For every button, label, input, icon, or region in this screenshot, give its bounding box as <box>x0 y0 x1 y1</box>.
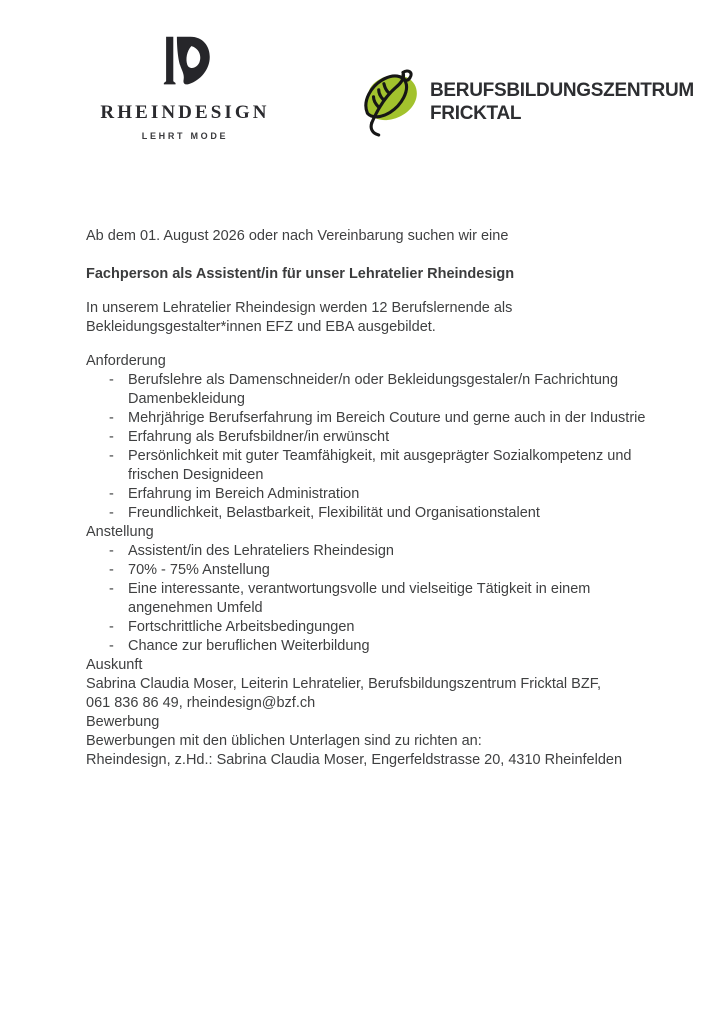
section-anforderung <box>86 352 666 523</box>
bzf-wordmark-line1: BERUFSBILDUNGSZENTRUM <box>430 80 694 101</box>
bewerbung-line-1: Bewerbungen mit den üblichen Unterlagen sind zu richten an: <box>86 733 482 749</box>
bullet-dash: - <box>109 448 114 464</box>
section-auskunft <box>86 656 666 713</box>
anstellung-list <box>86 542 666 656</box>
bzf-leaf-icon <box>357 64 423 140</box>
description <box>86 299 666 337</box>
intro-line: Ab dem 01. August 2026 oder nach Vereinbarung suchen wir eine <box>86 228 509 244</box>
bullet-dash: - <box>109 486 114 502</box>
list-item <box>86 618 666 637</box>
list-item-text: Chance zur beruflichen Weiterbildung <box>128 638 370 654</box>
rheindesign-logo <box>85 34 285 141</box>
bullet-dash: - <box>109 543 114 559</box>
list-item-text: Mehrjährige Berufserfahrung im Bereich Couture und gerne auch in der Industrie <box>128 410 646 426</box>
description-line-1: In unserem Lehratelier Rheindesign werden 12 Berufslernende als <box>86 300 513 316</box>
list-item <box>86 485 666 504</box>
section-bewerbung <box>86 713 666 770</box>
bullet-dash: - <box>109 505 114 521</box>
bullet-dash: - <box>109 619 114 635</box>
list-item-text: Persönlichkeit mit guter Teamfähigkeit, mit ausgeprägter Sozialkompetenz und frischen Designideen <box>128 448 632 483</box>
list-item <box>86 409 666 428</box>
rheindesign-wordmark: RHEINDESIGN <box>100 102 270 123</box>
list-item-text: Berufslehre als Damenschneider/n oder Bekleidungsgestaler/n Fachrichtung Damenbekleidung <box>128 372 619 407</box>
list-item <box>86 561 666 580</box>
document-body <box>86 227 666 770</box>
list-item-text: Assistent/in des Lehrateliers Rheindesign <box>128 543 394 559</box>
list-item-text: Erfahrung als Berufsbildner/in erwünscht <box>128 429 390 445</box>
description-line-2: Bekleidungsgestalter*innen EFZ und EBA ausgebildet. <box>86 319 436 335</box>
auskunft-line-2: 061 836 86 49, rheindesign@bzf.ch <box>86 695 316 711</box>
rheindesign-monogram-icon <box>158 34 212 88</box>
anforderung-heading: Anforderung <box>86 353 166 369</box>
bewerbung-line-2: Rheindesign, z.Hd.: Sabrina Claudia Moser, Engerfeldstrasse 20, 4310 Rheinfelden <box>86 752 623 768</box>
list-item <box>86 447 666 485</box>
bullet-dash: - <box>109 372 114 388</box>
list-item <box>86 371 666 409</box>
list-item <box>86 542 666 561</box>
job-title: Fachperson als Assistent/in für unser Lehratelier Rheindesign <box>86 266 515 282</box>
rheindesign-tagline: LEHRT MODE <box>141 131 229 141</box>
list-item <box>86 637 666 656</box>
list-item-text: Fortschrittliche Arbeitsbedingungen <box>128 619 355 635</box>
auskunft-line-1: Sabrina Claudia Moser, Leiterin Lehratelier, Berufsbildungszentrum Fricktal BZF, <box>86 676 601 692</box>
anstellung-heading: Anstellung <box>86 524 154 540</box>
auskunft-heading: Auskunft <box>86 657 143 673</box>
bewerbung-heading: Bewerbung <box>86 714 160 730</box>
bzf-wordmark-line2: FRICKTAL <box>430 103 522 124</box>
list-item <box>86 428 666 447</box>
bullet-dash: - <box>109 581 114 597</box>
list-item-text: Freundlichkeit, Belastbarkeit, Flexibilität und Organisationstalent <box>128 505 540 521</box>
bullet-dash: - <box>109 562 114 578</box>
bullet-dash: - <box>109 429 114 445</box>
list-item <box>86 580 666 618</box>
list-item <box>86 504 666 523</box>
bullet-dash: - <box>109 638 114 654</box>
bzf-wordmark <box>430 79 694 125</box>
section-anstellung <box>86 523 666 656</box>
bullet-dash: - <box>109 410 114 426</box>
bzf-logo <box>357 64 694 140</box>
list-item-text: Eine interessante, verantwortungsvolle und vielseitige Tätigkeit in einem angenehmen Umfeld <box>128 581 591 616</box>
anforderung-list <box>86 371 666 523</box>
list-item-text: 70% - 75% Anstellung <box>128 562 270 578</box>
list-item-text: Erfahrung im Bereich Administration <box>128 486 360 502</box>
